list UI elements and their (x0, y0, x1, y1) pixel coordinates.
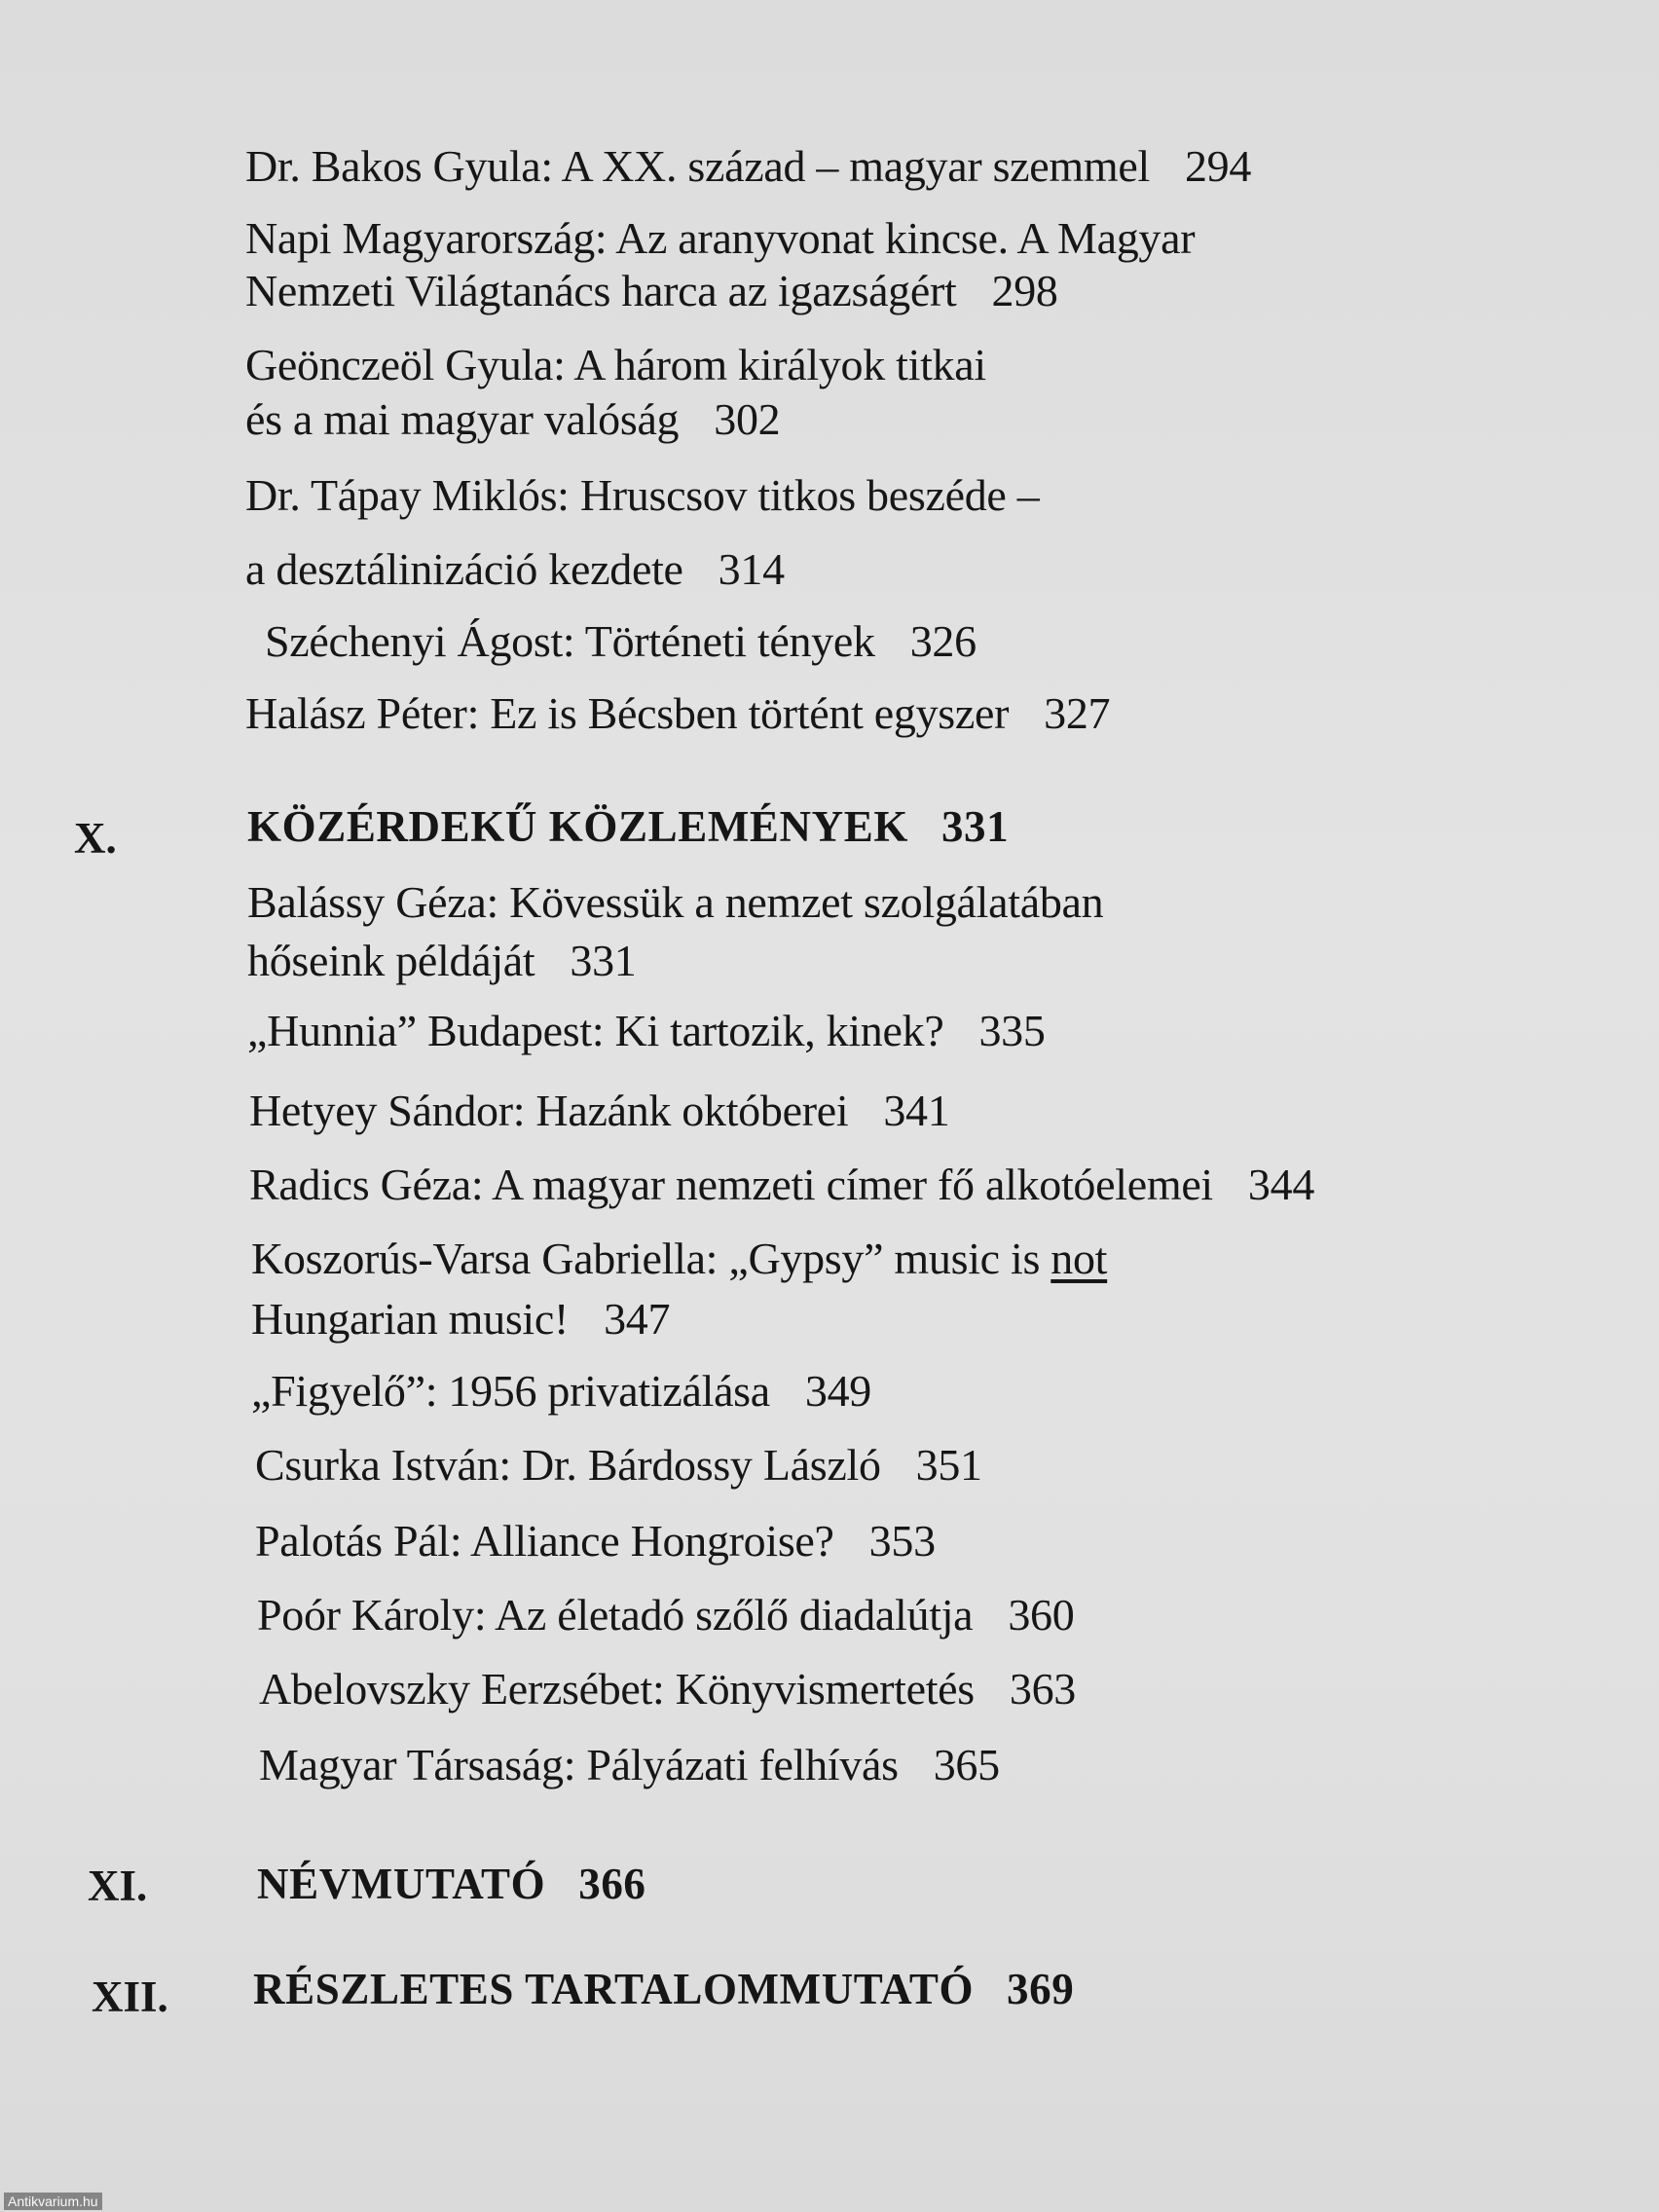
entry-text: és a mai magyar valóság (245, 394, 680, 444)
entry-text: Radics Géza: A magyar nemzeti címer fő alkotóelemei (249, 1160, 1213, 1209)
page-number: 335 (978, 1006, 1046, 1055)
toc-entry-continued (251, 1291, 670, 1347)
page-number: 347 (604, 1294, 671, 1344)
toc-entry (247, 874, 1103, 931)
entry-text: „Figyelő”: 1956 privatizálása (251, 1366, 770, 1416)
toc-entry (255, 1437, 982, 1493)
toc-entry (245, 685, 1110, 742)
entry-text: Csurka István: Dr. Bárdossy László (255, 1440, 881, 1490)
entry-text: Széchenyi Ágost: Történeti tények (265, 616, 875, 666)
page-number: 294 (1184, 141, 1252, 191)
toc-entry (245, 467, 1039, 524)
page-number: 353 (868, 1516, 936, 1566)
entry-text: Napi Magyarország: Az aranyvonat kincse. A Magyar (245, 213, 1196, 263)
toc-entry (249, 1157, 1314, 1213)
section-title: KÖZÉRDEKŰ KÖZLEMÉNYEK (247, 802, 908, 851)
section-title: NÉVMUTATÓ (257, 1860, 546, 1908)
entry-text: Nemzeti Világtanács harca az igazságért (245, 266, 957, 315)
section-heading (257, 1856, 646, 1912)
entry-text: hőseink példáját (247, 936, 535, 985)
section-numeral: XI. (88, 1862, 148, 1910)
entry-text: Hungarian music! (251, 1294, 570, 1344)
entry-text: Dr. Bakos Gyula: A XX. század – magyar szemmel (245, 141, 1150, 191)
toc-entry (251, 1363, 871, 1419)
toc-entry (255, 1513, 936, 1569)
underlined-word: not (1051, 1234, 1108, 1283)
toc-entry (265, 613, 977, 670)
page-number: 365 (933, 1740, 1000, 1789)
entry-text: Abelovszky Eerzsébet: Könyvismertetés (259, 1664, 975, 1714)
entry-text: „Hunnia” Budapest: Ki tartozik, kinek? (247, 1006, 944, 1055)
toc-entry (245, 337, 986, 393)
page-number: 369 (1007, 1965, 1075, 2013)
toc-entry (257, 1587, 1074, 1643)
toc-entry-continued (245, 263, 1058, 319)
entry-text: Hetyey Sándor: Hazánk októberei (249, 1086, 849, 1135)
page-number: 314 (718, 544, 785, 594)
page-number: 327 (1044, 688, 1111, 738)
entry-text: Halász Péter: Ez is Bécsben történt egyszer (245, 688, 1010, 738)
page-number: 341 (883, 1086, 950, 1135)
entry-text: Balássy Géza: Kövessük a nemzet szolgálatában (247, 877, 1104, 927)
page-number: 331 (940, 802, 1010, 851)
section-title: RÉSZLETES TARTALOMMUTATÓ (253, 1965, 975, 2013)
page-number: 331 (570, 936, 637, 985)
page-number: 363 (1009, 1664, 1077, 1714)
toc-entry (259, 1737, 1000, 1793)
entry-text: Geönczeöl Gyula: A három királyok titkai (245, 340, 986, 389)
toc-entry-continued (245, 391, 780, 448)
toc-entry (251, 1231, 1107, 1287)
entry-text: Palotás Pál: Alliance Hongroise? (255, 1516, 834, 1566)
page-number: 349 (804, 1366, 872, 1416)
page-number: 351 (915, 1440, 982, 1490)
toc-entry (249, 1083, 949, 1139)
toc-entry (245, 210, 1195, 267)
page-number: 366 (578, 1860, 646, 1908)
entry-text: Koszorús-Varsa Gabriella: „Gypsy” music is (251, 1234, 1041, 1283)
section-heading (247, 798, 1009, 855)
page-number: 302 (714, 394, 781, 444)
toc-entry (259, 1661, 1076, 1717)
page-number: 344 (1247, 1160, 1315, 1209)
toc-entry (245, 138, 1251, 195)
toc-entry-continued (245, 541, 785, 598)
entry-text: Magyar Társaság: Pályázati felhívás (259, 1740, 899, 1789)
watermark: Antikvarium.hu (4, 2193, 102, 2210)
entry-text: Dr. Tápay Miklós: Hruscsov titkos beszéde – (245, 470, 1040, 520)
entry-text: Poór Károly: Az életadó szőlő diadalútja (257, 1590, 974, 1640)
toc-entry-continued (247, 933, 637, 989)
section-numeral: X. (74, 814, 117, 863)
page-number: 326 (909, 616, 977, 666)
section-numeral: XII. (92, 1972, 168, 2021)
page-number: 360 (1008, 1590, 1075, 1640)
entry-text: a desztálinizáció kezdete (245, 544, 683, 594)
toc-entry (247, 1003, 1046, 1059)
section-heading (253, 1961, 1074, 2017)
page-number: 298 (991, 266, 1058, 315)
